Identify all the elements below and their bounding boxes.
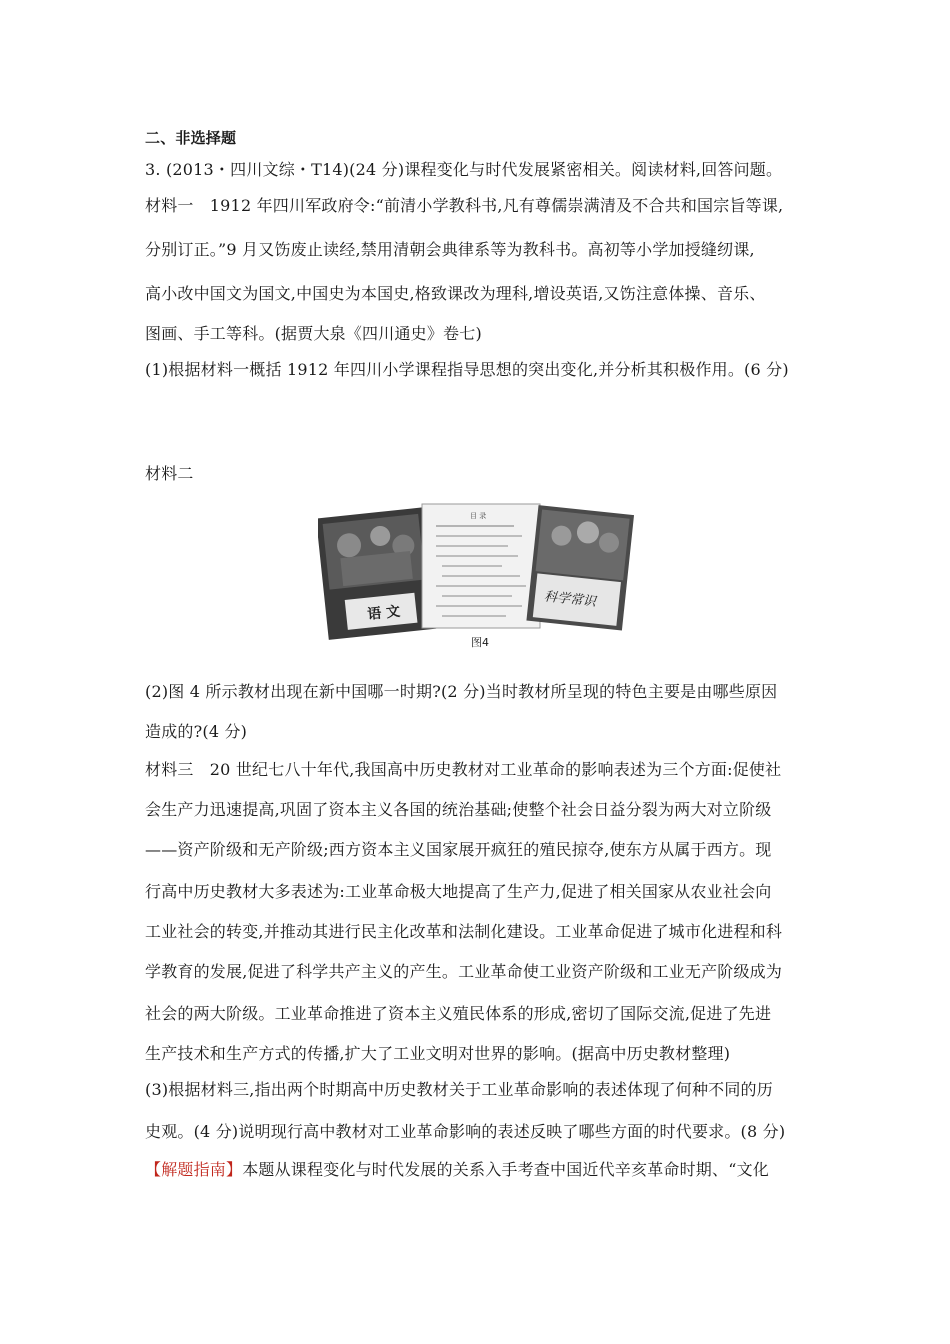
section-heading: 二、非选择题	[145, 129, 237, 147]
solution-guide	[145, 1160, 769, 1180]
sub-question-3-line: (3)根据材料三,指出两个时期高中历史教材关于工业革命影响的表述体现了何种不同的历	[145, 1080, 773, 1099]
sub-question-2-line: 造成的?(4 分)	[145, 722, 248, 741]
sub-question-1: (1)根据材料一概括 1912 年四川小学课程指导思想的突出变化,并分析其积极作用。(6 分)	[145, 360, 789, 379]
material-3-line: 材料三 20 世纪七八十年代,我国高中历史教材对工业革命的影响表述为三个方面:促使社	[145, 760, 782, 779]
right-book-title: 科学常识	[543, 589, 597, 610]
material-3-line: 行高中历史教材大多表述为:工业革命极大地提高了生产力,促进了相关国家从农业社会向	[145, 882, 772, 901]
question-3-intro: 3. (2013・四川文综・T14)(24 分)课程变化与时代发展紧密相关。阅读材料,回答问题。	[145, 160, 783, 179]
figure-caption: 图4	[471, 636, 489, 649]
middle-page-title: 目 录	[470, 512, 487, 520]
material-3-line: ——资产阶级和无产阶级;西方资本主义国家展开疯狂的殖民掠夺,使东方从属于西方。现	[145, 840, 772, 859]
solution-guide-label: 【解题指南】	[145, 1160, 243, 1179]
material-1-line: 分别订正。”9 月又饬废止读经,禁用清朝会典律系等为教科书。高初等小学加授缝纫课,	[145, 240, 755, 259]
material-1-line: 材料一 1912 年四川军政府令:“前清小学教科书,凡有尊儒崇满清及不合共和国宗旨等课,	[145, 196, 784, 215]
material-3-line: 工业社会的转变,并推动其进行民主化改革和法制化建设。工业革命促进了城市化进程和科	[145, 922, 783, 941]
material-2-label: 材料二	[145, 464, 194, 483]
material-1-line: 高小改中国文为国文,中国史为本国史,格致课改为理科,增设英语,又饬注意体操、音乐、	[145, 284, 766, 303]
left-book-title: 语 文	[366, 603, 401, 624]
solution-guide-text: 本题从课程变化与时代发展的关系入手考查中国近代辛亥革命时期、“文化	[242, 1160, 769, 1179]
material-1-line: 图画、手工等科。(据贾大泉《四川通史》卷七)	[145, 324, 482, 343]
material-3-line: 社会的两大阶级。工业革命推进了资本主义殖民体系的形成,密切了国际交流,促进了先进	[145, 1004, 772, 1023]
textbook-covers-image	[318, 500, 634, 650]
material-3-line: 学教育的发展,促进了科学共产主义的产生。工业革命使工业资产阶级和工业无产阶级成为	[145, 962, 783, 981]
material-3-line: 会生产力迅速提高,巩固了资本主义各国的统治基础;使整个社会日益分裂为两大对立阶级	[145, 800, 772, 819]
material-3-line: 生产技术和生产方式的传播,扩大了工业文明对世界的影响。(据高中历史教材整理)	[145, 1044, 731, 1063]
sub-question-3-line: 史观。(4 分)说明现行高中教材对工业革命影响的表述反映了哪些方面的时代要求。(8 分)	[145, 1122, 786, 1141]
sub-question-2-line: (2)图 4 所示教材出现在新中国哪一时期?(2 分)当时教材所呈现的特色主要是由哪些原因	[145, 682, 778, 701]
textbook-figure	[318, 500, 634, 650]
